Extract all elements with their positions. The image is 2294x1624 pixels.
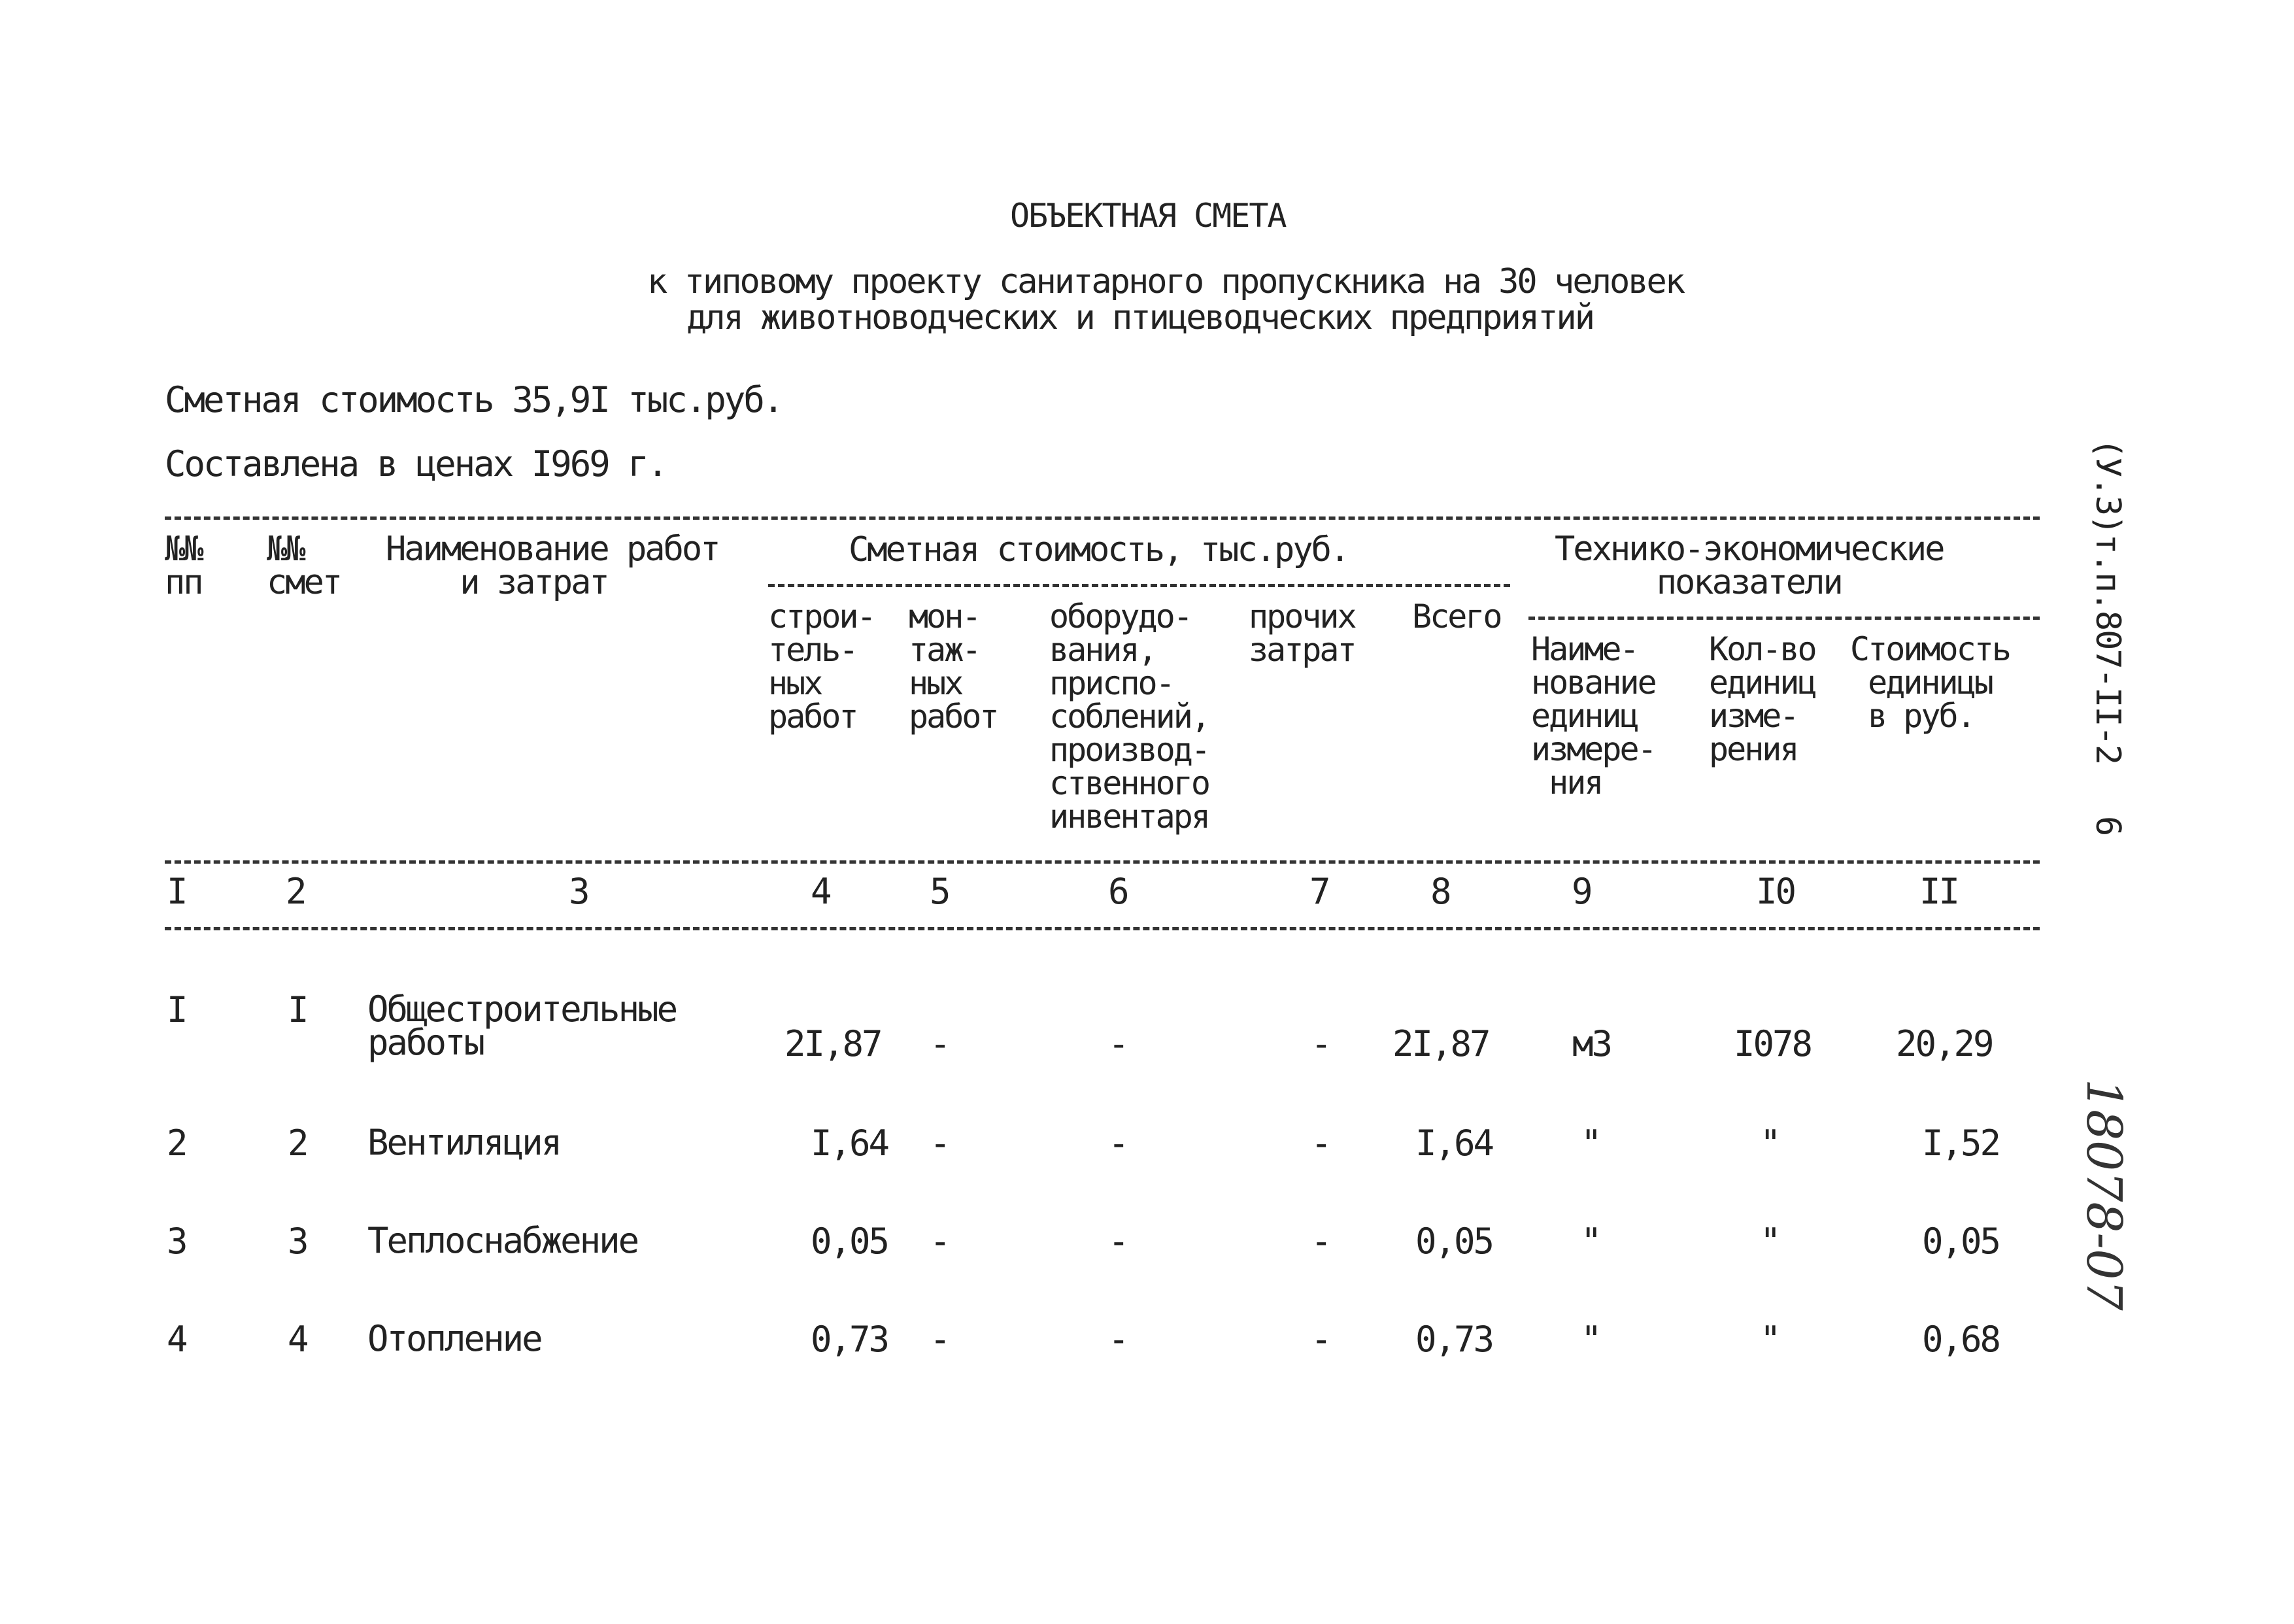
col-number: 3	[569, 871, 588, 912]
col-number: 9	[1572, 871, 1591, 912]
header-group-tech: Технико-экономические показатели	[1555, 530, 1944, 602]
col-number: I	[167, 871, 186, 912]
header-group-cost: Сметная стоимость, тыс.руб.	[849, 530, 1349, 569]
cost-group-rule	[768, 584, 1510, 587]
header-equip: оборудо- вания, приспо- соблений, производ- ственного инвентаря	[1049, 598, 1209, 836]
cell-equip: -	[1108, 1023, 1128, 1064]
margin-code: (У.3)т.п.807-II-2	[2088, 438, 2127, 764]
handwritten-code: 18078-07	[2076, 1079, 2132, 1311]
document-title: ОБЪЕКТНАЯ СМЕТА	[1010, 197, 1286, 235]
cell-mont: -	[930, 1319, 949, 1360]
page-number: 6	[2088, 816, 2127, 837]
cell-unit: "	[1581, 1123, 1600, 1164]
col-number: 2	[286, 871, 305, 912]
table-top-rule	[165, 516, 2040, 520]
cell-other: -	[1311, 1023, 1330, 1064]
cell-total: 0,73	[1415, 1319, 1493, 1360]
cell-build: 0,05	[811, 1221, 888, 1262]
document-subtitle-line2: для животноводческих и птицеводческих предприятий	[686, 298, 1594, 337]
cell-smet: 2	[288, 1123, 307, 1164]
cell-qty: I078	[1734, 1023, 1812, 1064]
cell-mont: -	[930, 1123, 949, 1164]
cell-smet: I	[288, 989, 307, 1030]
col-number: 8	[1430, 871, 1450, 912]
cell-equip: -	[1108, 1221, 1128, 1262]
tech-group-rule	[1528, 617, 2040, 620]
cell-equip: -	[1108, 1123, 1128, 1164]
cell-pp: 2	[167, 1123, 186, 1164]
cell-qty: "	[1760, 1221, 1780, 1262]
cell-price: 0,68	[1922, 1319, 2000, 1360]
cell-smet: 3	[288, 1221, 307, 1262]
cell-price: I,52	[1922, 1123, 2000, 1164]
header-total: Всего	[1412, 598, 1501, 635]
cell-build: 2I,87	[784, 1023, 881, 1064]
cell-total: 2I,87	[1392, 1023, 1489, 1064]
cell-qty: "	[1760, 1319, 1780, 1360]
cell-pp: 3	[167, 1221, 186, 1262]
col-number: 4	[811, 871, 830, 912]
cell-price: 0,05	[1922, 1221, 2000, 1262]
header-name: Наименование работ и затрат	[386, 530, 719, 602]
cell-name: Вентиляция	[367, 1122, 561, 1163]
col-number: 6	[1108, 871, 1128, 912]
cell-name: Теплоснабжение	[367, 1220, 638, 1261]
col-number: II	[1919, 871, 1959, 912]
header-price: Стоимость единицы в руб.	[1850, 630, 2010, 735]
cell-other: -	[1311, 1221, 1330, 1262]
estimated-cost: Сметная стоимость 35,9I тыс.руб.	[165, 379, 783, 420]
col-number: I0	[1756, 871, 1795, 912]
cell-mont: -	[930, 1023, 949, 1064]
col-number: 7	[1309, 871, 1329, 912]
header-qty: Кол-во единиц изме- рения	[1709, 630, 1815, 768]
header-build: строи- тель- ных работ	[768, 598, 875, 736]
cell-pp: I	[167, 989, 186, 1030]
cell-build: I,64	[811, 1123, 888, 1164]
cell-price: 20,29	[1896, 1023, 1993, 1064]
cell-pp: 4	[167, 1319, 186, 1360]
cell-total: I,64	[1415, 1123, 1493, 1164]
prices-year: Составлена в ценах I969 г.	[165, 443, 667, 484]
header-pp: №№ пп	[165, 530, 202, 602]
cell-name: Отопление	[367, 1318, 541, 1359]
header-mont: мон- таж- ных работ	[909, 598, 998, 736]
cell-unit: "	[1581, 1319, 1600, 1360]
header-bottom-rule	[165, 860, 2040, 864]
cell-total: 0,05	[1415, 1221, 1493, 1262]
cell-build: 0,73	[811, 1319, 888, 1360]
cell-mont: -	[930, 1221, 949, 1262]
header-other: прочих затрат	[1249, 598, 1355, 669]
cell-name: Общестроительные работы	[367, 989, 677, 1063]
cell-unit: "	[1581, 1221, 1600, 1262]
cell-smet: 4	[288, 1319, 307, 1360]
cell-qty: "	[1760, 1123, 1780, 1164]
cell-unit: м3	[1572, 1023, 1611, 1064]
column-numbers-bottom-rule	[165, 927, 2040, 930]
col-number: 5	[930, 871, 949, 912]
cell-equip: -	[1108, 1319, 1128, 1360]
cell-other: -	[1311, 1319, 1330, 1360]
cell-other: -	[1311, 1123, 1330, 1164]
header-unit: Наиме- нование единиц измере- ния	[1531, 630, 1655, 802]
header-smet: №№ смет	[267, 530, 341, 602]
document-subtitle-line1: к типовому проекту санитарного пропускника на 30 человек	[647, 262, 1684, 301]
